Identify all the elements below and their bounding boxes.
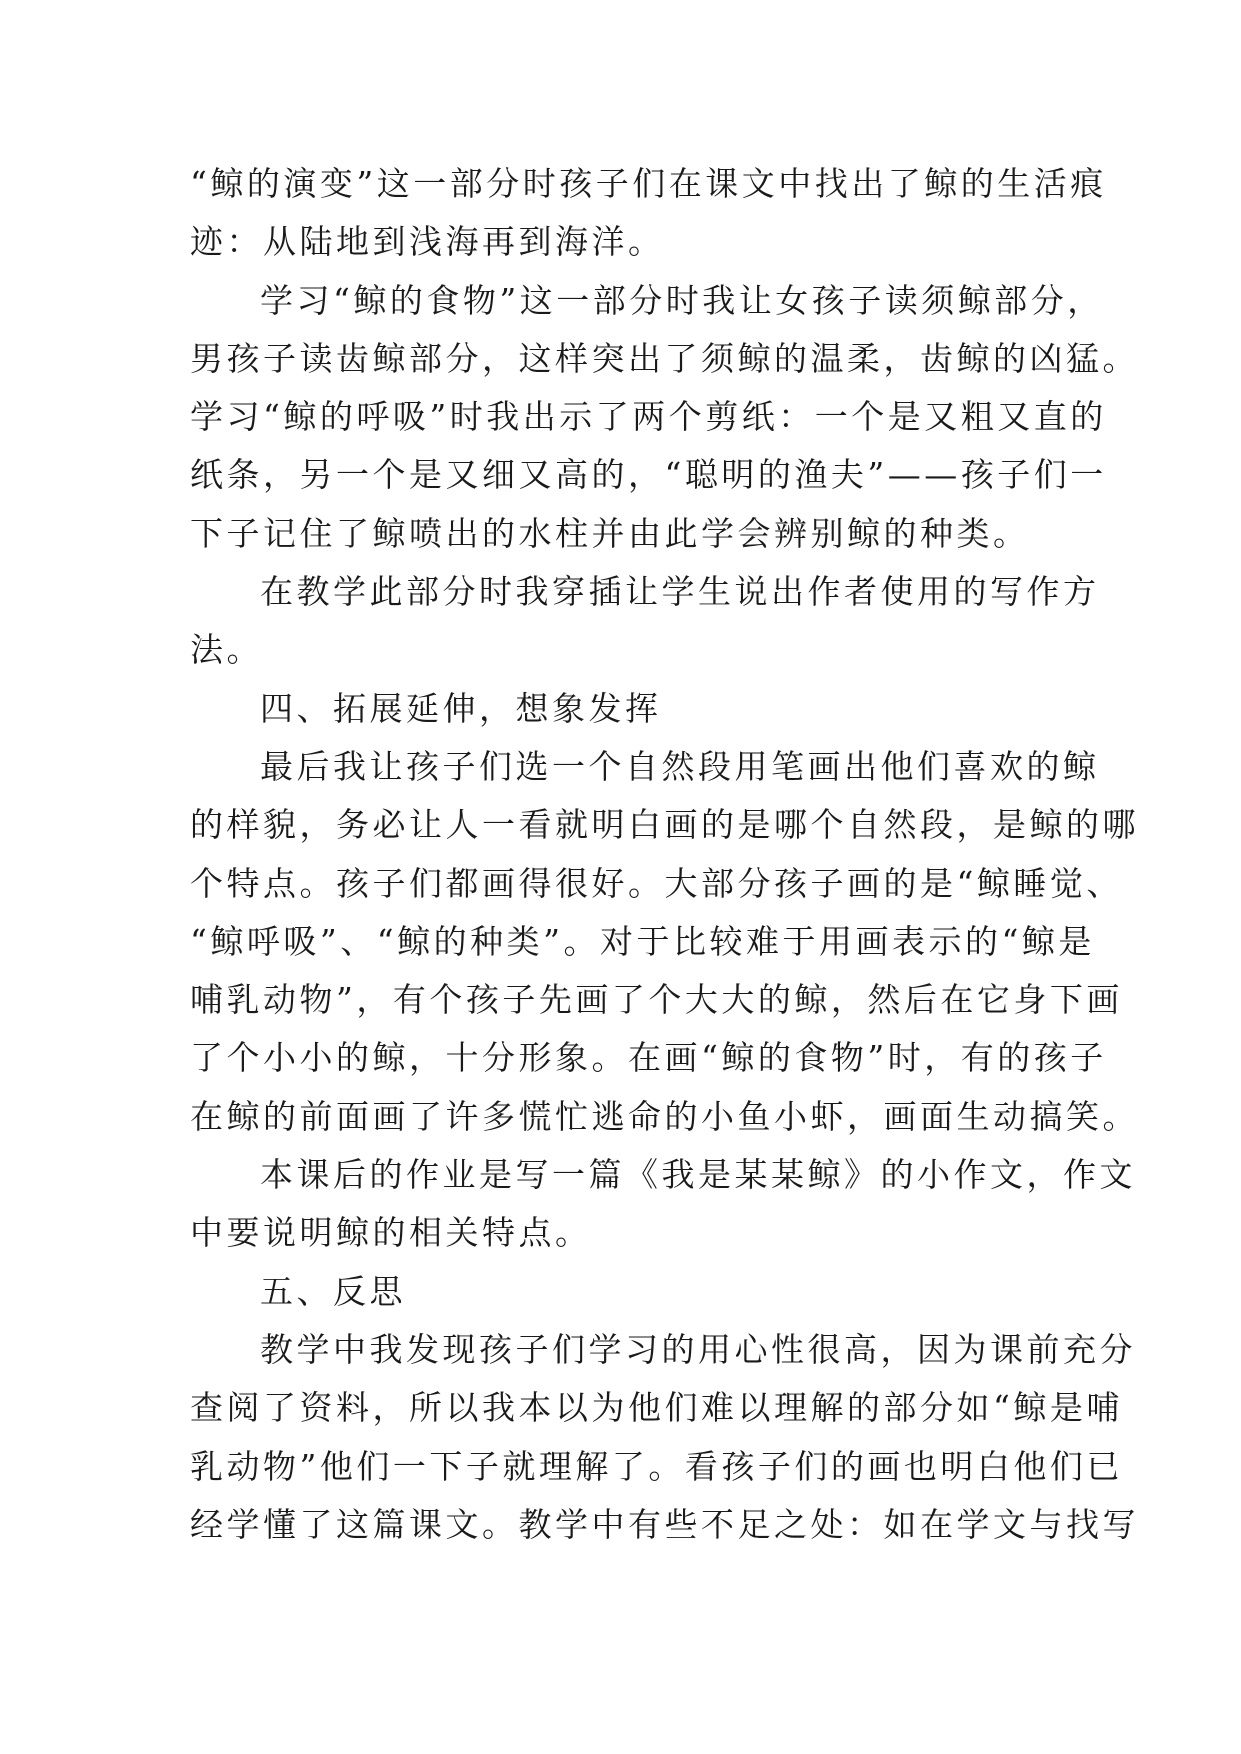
text-line: “鲸呼吸”、“鲸的种类”。对于比较难于用画表示的“鲸是 (190, 921, 1095, 961)
text-line: 经学懂了这篇课文。教学中有些不足之处：如在学文与找写 (190, 1504, 1139, 1544)
text-line: 在鲸的前面画了许多慌忙逃命的小鱼小虾，画面生动搞笑。 (190, 1096, 1139, 1136)
text-line: 哺乳动物”，有个孩子先画了个大大的鲸，然后在它身下画 (190, 980, 1123, 1020)
text-line: 法。 (190, 630, 263, 670)
text-line: 学习“鲸的呼吸”时我出示了两个剪纸：一个是又粗又直的 (190, 397, 1107, 437)
text-line: 本课后的作业是写一篇《我是某某鲸》的小作文，作文 (260, 1155, 1136, 1195)
document-body (190, 155, 1139, 1554)
text-line: 乳动物”他们一下子就理解了。看孩子们的画也明白他们已 (190, 1446, 1123, 1486)
text-line: 教学中我发现孩子们学习的用心性很高，因为课前充分 (260, 1329, 1136, 1369)
text-line: 学习“鲸的食物”这一部分时我让女孩子读须鲸部分， (260, 280, 1104, 320)
text-line: 下子记住了鲸喷出的水柱并由此学会辨别鲸的种类。 (190, 513, 1030, 553)
text-line: “鲸的演变”这一部分时孩子们在课文中找出了鲸的生活痕 (190, 164, 1107, 203)
text-line: 查阅了资料，所以我本以为他们难以理解的部分如“鲸是哺 (190, 1388, 1123, 1428)
text-line: 的样貌，务必让人一看就明白画的是哪个自然段，是鲸的哪 (190, 805, 1139, 845)
text-line: 个特点。孩子们都画得很好。大部分孩子画的是“鲸睡觉、 (190, 863, 1123, 903)
text-line: 中要说明鲸的相关特点。 (190, 1213, 592, 1253)
text-line: 五、反思 (260, 1271, 406, 1311)
text-line: 迹：从陆地到浅海再到海洋。 (190, 222, 665, 262)
text-line: 在教学此部分时我穿插让学生说出作者使用的写作方 (260, 572, 1100, 612)
text-line: 男孩子读齿鲸部分，这样突出了须鲸的温柔，齿鲸的凶猛。 (190, 338, 1139, 378)
text-line: 四、拓展延伸，想象发挥 (260, 688, 662, 728)
text-line: 纸条，另一个是又细又高的，“聪明的渔夫”——孩子们一 (190, 455, 1107, 495)
text-line: 最后我让孩子们选一个自然段用笔画出他们喜欢的鲸 (260, 746, 1100, 786)
text-line: 了个小小的鲸，十分形象。在画“鲸的食物”时，有的孩子 (190, 1038, 1107, 1078)
